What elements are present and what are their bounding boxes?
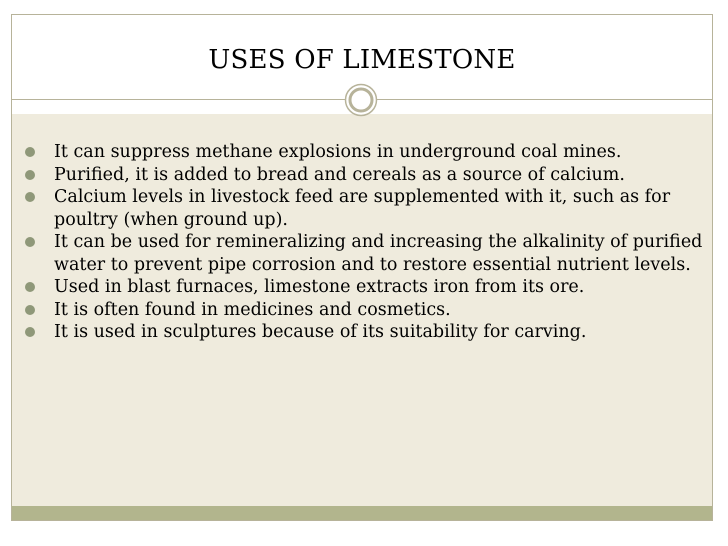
bullet-dot-icon bbox=[25, 327, 35, 337]
bullet-dot-icon bbox=[25, 282, 35, 292]
bullet-item bbox=[21, 299, 706, 322]
bottom-bar bbox=[12, 506, 712, 520]
bullet-dot-icon bbox=[25, 170, 35, 180]
bullet-item bbox=[21, 186, 706, 231]
bullet-text: Used in blast furnaces, limestone extracts iron from its ore. bbox=[54, 277, 585, 297]
bullet-dot-icon bbox=[25, 237, 35, 247]
slide-frame bbox=[11, 14, 713, 521]
bullet-text: It is used in sculptures because of its suitability for carving. bbox=[54, 322, 587, 342]
circle-ornament-icon bbox=[344, 83, 378, 117]
bullet-dot-icon bbox=[25, 192, 35, 202]
bullet-item bbox=[21, 321, 706, 344]
bullet-item bbox=[21, 164, 706, 187]
bullet-dot-icon bbox=[25, 147, 35, 157]
bullet-item bbox=[21, 141, 706, 164]
slide-title: USES OF LIMESTONE bbox=[208, 45, 516, 75]
bullet-dot-icon bbox=[25, 305, 35, 315]
bullet-item bbox=[21, 231, 706, 276]
bullet-text: Purified, it is added to bread and cereals as a source of calcium. bbox=[54, 164, 625, 185]
bullet-item bbox=[21, 276, 706, 299]
bullet-text: It can suppress methane explosions in underground coal mines. bbox=[54, 142, 622, 162]
bullet-text: Calcium levels in livestock feed are supplemented with it, such as for poultry (when ground up). bbox=[54, 187, 671, 230]
bullet-text: It can be used for remineralizing and increasing the alkalinity of purified water to prevent pipe corrosion and to restore essential nutrient levels. bbox=[54, 232, 703, 275]
bullet-list bbox=[21, 141, 706, 344]
content-area bbox=[12, 114, 712, 507]
bullet-text: It is often found in medicines and cosmetics. bbox=[54, 299, 451, 320]
